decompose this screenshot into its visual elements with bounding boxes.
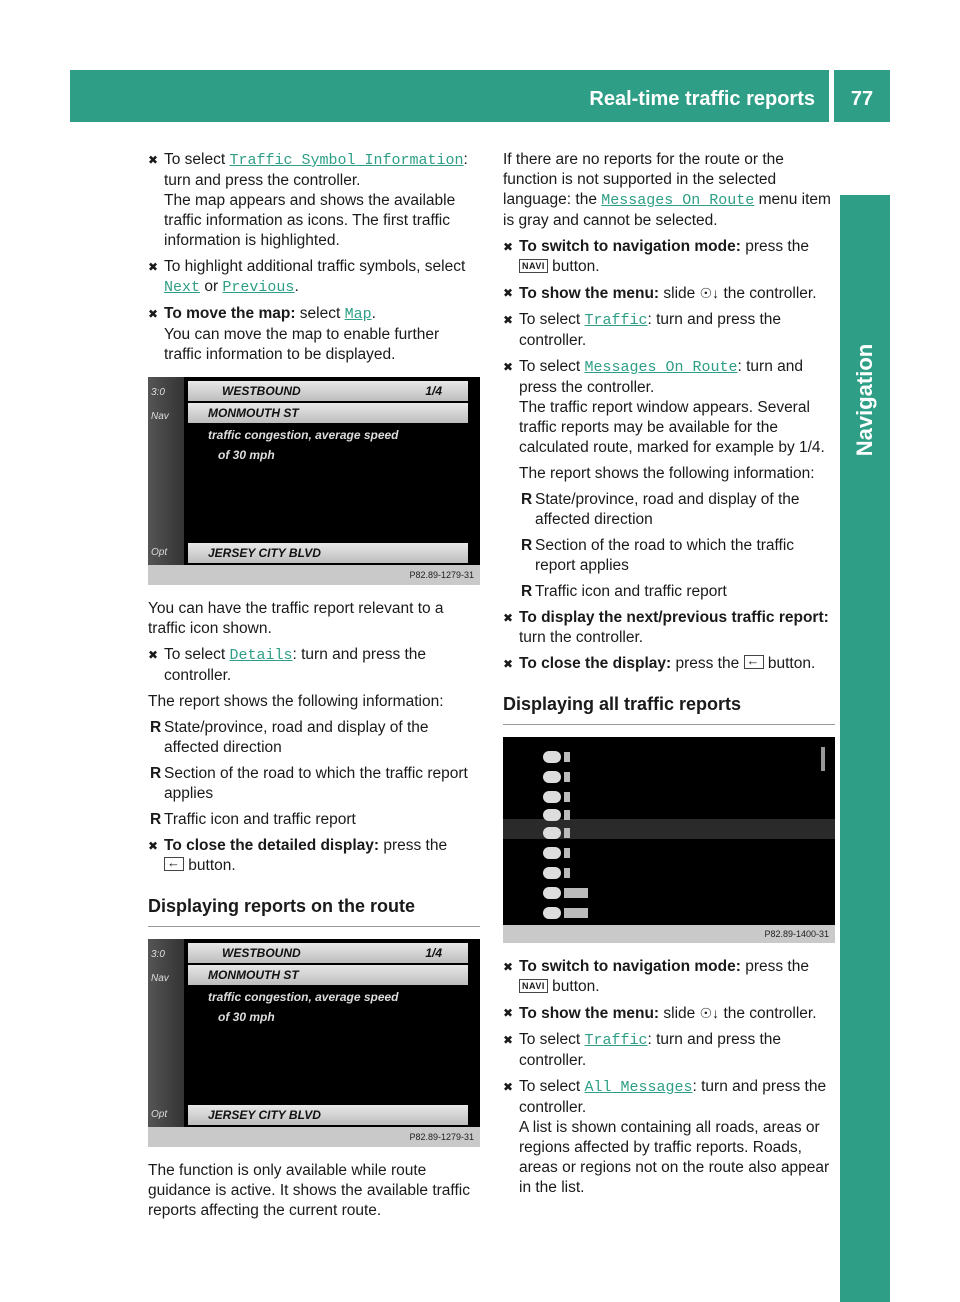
side-tab-label bbox=[840, 290, 890, 510]
text: To select bbox=[164, 646, 230, 663]
menu-item-traffic: Traffic bbox=[584, 1032, 648, 1049]
menu-item-messages-on-route: Messages On Route bbox=[584, 359, 738, 376]
step-show-menu-2 bbox=[503, 1003, 835, 1024]
bullet-mark: R bbox=[150, 719, 162, 736]
menu-item-previous: Previous bbox=[222, 279, 295, 296]
text: press the bbox=[740, 238, 809, 255]
text: A list is shown containing all roads, areas or regions affected by traffic reports. Roads, areas or regions not on the route also appear in the list. bbox=[519, 1119, 830, 1196]
road-badge bbox=[564, 772, 570, 782]
step-arrow-icon: ✖ bbox=[503, 960, 514, 974]
screen-left-strip bbox=[148, 939, 184, 1147]
text: WESTBOUND bbox=[222, 946, 301, 960]
text: : turn and press the controller. bbox=[164, 646, 427, 684]
menu-item-details: Details bbox=[229, 647, 293, 664]
list-item bbox=[543, 903, 588, 919]
step-title: To move the map: bbox=[164, 305, 296, 322]
list-item bbox=[543, 843, 570, 859]
text: State/province, road and display of the affected direction bbox=[535, 491, 800, 528]
bullet-mark: R bbox=[521, 537, 533, 554]
menu-item-all-messages: All Messages bbox=[584, 1079, 693, 1096]
text: To select bbox=[519, 311, 585, 328]
text: traffic congestion, average speed bbox=[208, 990, 399, 1004]
text: To select bbox=[519, 1078, 585, 1095]
section-heading: Displaying reports on the route bbox=[148, 894, 480, 927]
step-select-traffic bbox=[503, 310, 835, 351]
text: To select bbox=[164, 151, 230, 168]
traffic-report-icon bbox=[543, 827, 561, 839]
traffic-report-icon bbox=[543, 887, 561, 899]
text: The report shows the following information: bbox=[519, 465, 815, 482]
list-item bbox=[543, 767, 570, 783]
step-arrow-icon: ✖ bbox=[148, 153, 159, 167]
text: button. bbox=[184, 857, 236, 874]
all-reports-screenshot bbox=[503, 737, 835, 943]
screen-row-section bbox=[188, 1105, 468, 1125]
text: To select bbox=[519, 1031, 585, 1048]
step-select-messages-on-route bbox=[503, 357, 835, 602]
figure-code: P82.89-1279-31 bbox=[148, 1127, 480, 1147]
menu-item-messages-on-route: Messages On Route bbox=[601, 192, 755, 209]
step-arrow-icon: ✖ bbox=[503, 360, 514, 374]
text: To highlight additional traffic symbols, select bbox=[164, 258, 466, 275]
scrollbar-thumb bbox=[821, 747, 825, 771]
screen-row-road bbox=[188, 965, 468, 985]
list-item bbox=[543, 747, 570, 763]
step-arrow-icon: ✖ bbox=[148, 839, 159, 853]
menu-item-traffic-symbol-information: Traffic Symbol Information bbox=[229, 152, 464, 169]
paragraph bbox=[503, 150, 835, 231]
traffic-report-icon bbox=[543, 867, 561, 879]
paragraph: The function is only available while route guidance is active. It shows the available traffic reports affecting the current route. bbox=[148, 1162, 470, 1219]
step-arrow-icon: ✖ bbox=[503, 313, 514, 327]
figure-code: P82.89-1400-31 bbox=[503, 925, 835, 943]
back-button-icon bbox=[164, 857, 184, 871]
text: press the bbox=[740, 958, 809, 975]
text: : turn and press the controller. bbox=[519, 1078, 827, 1116]
text: button. bbox=[763, 655, 816, 672]
text: press the bbox=[671, 655, 744, 672]
text: : bbox=[463, 151, 468, 168]
traffic-report-icon bbox=[543, 771, 561, 783]
traffic-report-icon bbox=[543, 847, 561, 859]
paragraph: The report shows the following information: bbox=[148, 693, 444, 710]
traffic-report-icon bbox=[543, 751, 561, 763]
text: . bbox=[294, 278, 299, 295]
step-arrow-icon: ✖ bbox=[503, 1006, 514, 1020]
text: Opt bbox=[151, 1109, 168, 1120]
text: The map appears and shows the available traffic information as icons. The first traffic information is highlighted. bbox=[164, 192, 456, 249]
text: of 30 mph bbox=[218, 448, 275, 462]
text: or bbox=[200, 278, 223, 295]
text: Nav bbox=[151, 973, 169, 984]
text: turn the controller. bbox=[519, 629, 644, 646]
road-badge bbox=[564, 792, 570, 802]
road-badge bbox=[564, 810, 570, 820]
text: Traffic icon and traffic report bbox=[535, 583, 727, 600]
step-arrow-icon: ✖ bbox=[503, 657, 514, 671]
text: the controller. bbox=[719, 285, 817, 302]
text: press the bbox=[379, 837, 448, 854]
left-column bbox=[148, 150, 480, 1227]
text: the controller. bbox=[719, 1005, 817, 1022]
text: 1/4 bbox=[425, 384, 442, 398]
menu-item-map: Map bbox=[344, 306, 372, 323]
road-badge bbox=[564, 848, 570, 858]
text: Section of the road to which the traffic report applies bbox=[535, 537, 795, 574]
traffic-report-icon bbox=[543, 809, 561, 821]
section-heading: Displaying all traffic reports bbox=[503, 692, 835, 725]
list-item bbox=[543, 863, 570, 879]
step-close-display bbox=[503, 654, 835, 674]
controller-slide-icon: ☉↓ bbox=[699, 285, 720, 301]
controller-slide-icon: ☉↓ bbox=[699, 1005, 720, 1021]
step-title: To display the next/previous traffic report: bbox=[519, 609, 829, 626]
text: JERSEY CITY BLVD bbox=[208, 546, 321, 560]
text: button. bbox=[547, 978, 600, 995]
text: State/province, road and display of the affected direction bbox=[164, 719, 429, 756]
bullet-item bbox=[148, 718, 480, 758]
text: WESTBOUND bbox=[222, 384, 301, 398]
text: : turn and press the controller. bbox=[519, 311, 782, 349]
bullet-item bbox=[519, 582, 835, 602]
road-badge bbox=[564, 828, 570, 838]
text: of 30 mph bbox=[218, 1010, 275, 1024]
list-item bbox=[543, 883, 588, 899]
page-number: 77 bbox=[850, 88, 874, 110]
text: MONMOUTH ST bbox=[208, 406, 299, 420]
bullet-item bbox=[148, 810, 480, 830]
right-column bbox=[503, 150, 835, 1204]
step-title: To show the menu: bbox=[519, 285, 660, 302]
step-arrow-icon: ✖ bbox=[148, 307, 159, 321]
traffic-report-icon bbox=[543, 791, 561, 803]
bullet-item bbox=[519, 490, 835, 530]
road-badge bbox=[564, 752, 570, 762]
navi-key-icon: NAVI bbox=[519, 259, 548, 273]
text: Section of the road to which the traffic report applies bbox=[164, 765, 468, 802]
list-item bbox=[543, 823, 570, 839]
step-switch-navigation bbox=[503, 237, 835, 277]
page-header-title: Real-time traffic reports bbox=[589, 88, 815, 110]
road-badge bbox=[564, 868, 570, 878]
screen-row-report bbox=[188, 425, 468, 445]
text: Nav bbox=[151, 411, 169, 422]
text: Opt bbox=[151, 547, 168, 558]
step-close-detailed-display bbox=[148, 836, 480, 876]
road-badge bbox=[564, 908, 588, 918]
navi-key-icon: NAVI bbox=[519, 979, 548, 993]
list-item bbox=[543, 805, 570, 821]
step-arrow-icon: ✖ bbox=[503, 1080, 514, 1094]
text: : turn and press the controller. bbox=[519, 358, 804, 396]
text: : turn and press the controller. bbox=[519, 1031, 782, 1069]
text: 3:0 bbox=[151, 387, 165, 398]
bullet-item bbox=[148, 764, 480, 804]
step-arrow-icon: ✖ bbox=[503, 240, 514, 254]
step-arrow-icon: ✖ bbox=[503, 1033, 514, 1047]
text: slide bbox=[659, 1005, 700, 1022]
text: button. bbox=[547, 258, 600, 275]
screen-row-direction bbox=[188, 943, 468, 963]
screen-row-direction bbox=[188, 381, 468, 401]
traffic-report-icon bbox=[543, 907, 561, 919]
step-arrow-icon: ✖ bbox=[503, 611, 514, 625]
step-title: To show the menu: bbox=[519, 1005, 660, 1022]
route-reports-screenshot bbox=[148, 939, 480, 1147]
text: JERSEY CITY BLVD bbox=[208, 1108, 321, 1122]
figure-code: P82.89-1279-31 bbox=[148, 565, 480, 585]
step-title: To switch to navigation mode: bbox=[519, 958, 741, 975]
bullet-mark: R bbox=[150, 811, 162, 828]
text: traffic congestion, average speed bbox=[208, 428, 399, 442]
text: . bbox=[371, 305, 376, 322]
text: turn and press the controller. bbox=[164, 172, 361, 189]
menu-item-traffic: Traffic bbox=[584, 312, 648, 329]
paragraph: You can have the traffic report relevant to a traffic icon shown. bbox=[148, 600, 444, 637]
step-title: To switch to navigation mode: bbox=[519, 238, 741, 255]
screen-row-road bbox=[188, 403, 468, 423]
text: 3:0 bbox=[151, 949, 165, 960]
step-select-traffic-symbol bbox=[148, 150, 480, 251]
text: menu item is gray and cannot be selected. bbox=[503, 191, 831, 229]
traffic-report-screenshot bbox=[148, 377, 480, 585]
text: MONMOUTH ST bbox=[208, 968, 299, 982]
step-highlight-symbols bbox=[148, 257, 480, 298]
step-next-previous bbox=[503, 608, 835, 648]
screen-row-section bbox=[188, 543, 468, 563]
screen-row-report-2 bbox=[188, 445, 468, 465]
side-tab-text: Navigation bbox=[852, 343, 877, 457]
text: select bbox=[295, 305, 345, 322]
step-select-all-messages bbox=[503, 1077, 835, 1198]
step-title: To close the display: bbox=[519, 655, 672, 672]
step-show-menu bbox=[503, 283, 835, 304]
text: To select bbox=[519, 358, 585, 375]
screen-row-report-2 bbox=[188, 1007, 468, 1027]
step-arrow-icon: ✖ bbox=[148, 648, 159, 662]
step-move-map bbox=[148, 304, 480, 365]
text: Traffic icon and traffic report bbox=[164, 811, 356, 828]
menu-item-next: Next bbox=[164, 279, 201, 296]
bullet-mark: R bbox=[521, 491, 533, 508]
screen-left-strip bbox=[148, 377, 184, 585]
text: If there are no reports for the route or the function is not supported in the selected language: the bbox=[503, 151, 784, 208]
back-button-icon bbox=[744, 655, 764, 669]
text: slide bbox=[659, 285, 700, 302]
step-select-traffic-2 bbox=[503, 1030, 835, 1071]
text: The traffic report window appears. Several traffic reports may be available for the calculated route, marked for example by 1/4. bbox=[519, 399, 825, 456]
bullet-mark: R bbox=[150, 765, 162, 782]
step-arrow-icon: ✖ bbox=[503, 286, 514, 300]
step-arrow-icon: ✖ bbox=[148, 260, 159, 274]
step-switch-navigation-2 bbox=[503, 957, 835, 997]
text: You can move the map to enable further traffic information to be displayed. bbox=[164, 326, 440, 363]
step-select-details bbox=[148, 645, 480, 686]
header-title-wrap bbox=[70, 70, 825, 122]
step-title: To close the detailed display: bbox=[164, 837, 380, 854]
list-item bbox=[543, 787, 570, 803]
bullet-mark: R bbox=[521, 583, 533, 600]
text: 1/4 bbox=[425, 946, 442, 960]
screen-row-report bbox=[188, 987, 468, 1007]
bullet-item bbox=[519, 536, 835, 576]
road-badge bbox=[564, 888, 588, 898]
